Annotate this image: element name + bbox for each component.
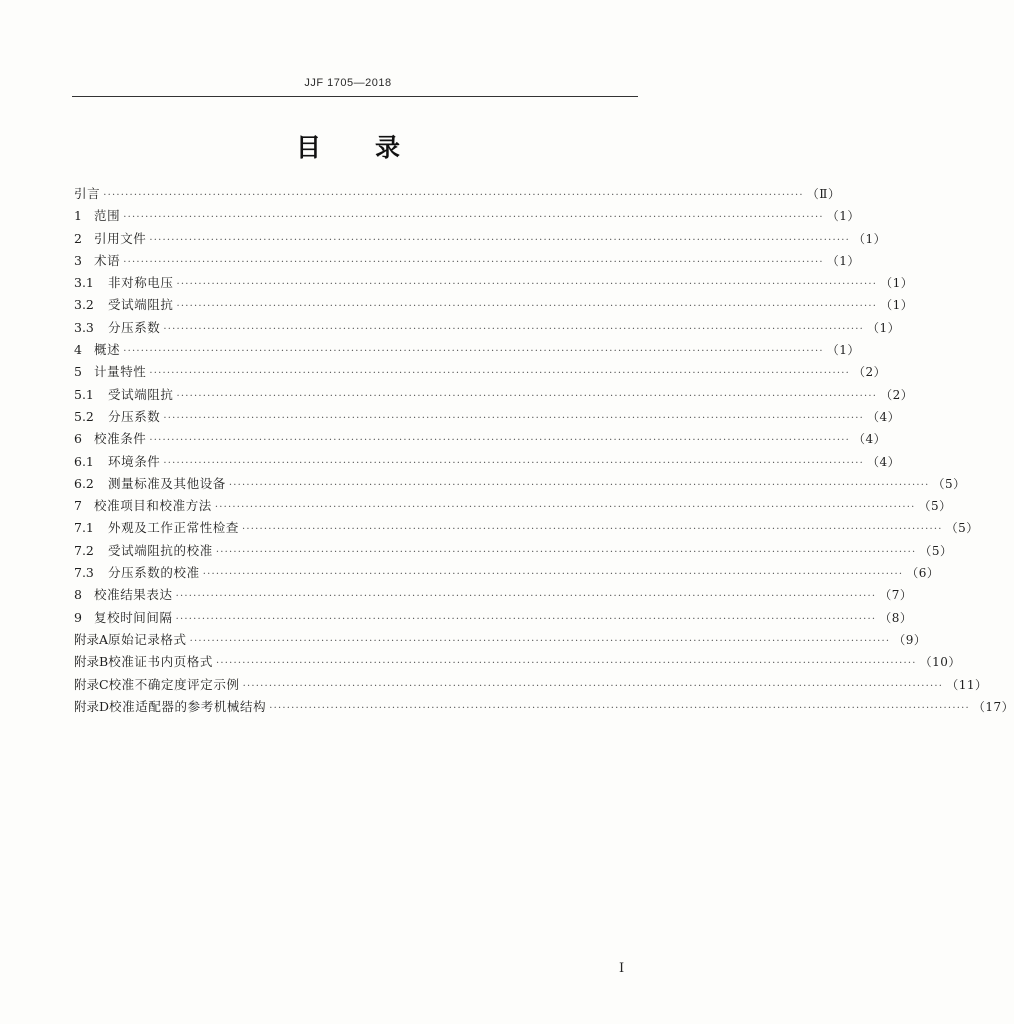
toc-entry-page: （1） xyxy=(826,253,860,268)
toc-leader-dots: ································································································································································ xyxy=(123,256,824,268)
toc-entry[interactable] xyxy=(74,428,887,450)
toc-entry-number: 附录B xyxy=(74,654,109,670)
toc-leader-dots: ································································································································································ xyxy=(163,412,864,424)
toc-entry[interactable] xyxy=(74,361,887,383)
toc-entry-number: 8 xyxy=(74,587,82,603)
toc-entry-number: 7.2 xyxy=(74,542,94,558)
toc-entry-page: （1） xyxy=(853,231,887,246)
toc-entry-page: （7） xyxy=(879,588,913,603)
toc-entry-page: （Ⅱ） xyxy=(806,187,841,201)
toc-entry[interactable] xyxy=(74,495,952,517)
toc-entry[interactable] xyxy=(74,294,914,316)
toc-leader-dots: ································································································································································ xyxy=(269,702,970,714)
header-rule xyxy=(72,96,638,97)
toc-entry-page: （2） xyxy=(853,365,887,380)
toc-entry-page: （1） xyxy=(826,343,860,358)
toc-entry-number: 4 xyxy=(74,342,82,358)
toc-entry-page: （1） xyxy=(867,320,901,335)
toc-entry-text: 概述 xyxy=(94,342,121,358)
toc-leader-dots: ································································································································································ xyxy=(228,479,930,491)
toc-entry-number: 3.1 xyxy=(74,275,94,291)
toc-entry-label xyxy=(74,696,266,718)
toc-entry[interactable] xyxy=(74,205,860,227)
toc-entry-label xyxy=(74,339,120,361)
toc-entry-page: （9） xyxy=(893,632,927,647)
toc-entry-number: 6 xyxy=(74,431,82,447)
toc-entry-number: 9 xyxy=(74,609,82,625)
toc-entry[interactable] xyxy=(74,183,841,205)
toc-entry-number: 附录D xyxy=(74,698,110,714)
toc-entry[interactable] xyxy=(74,473,966,495)
toc-entry[interactable] xyxy=(74,562,940,584)
toc-entry-text: 校准不确定度评定示例 xyxy=(108,676,240,692)
toc-leader-dots: ································································································································································ xyxy=(176,390,878,402)
toc-entry-label xyxy=(74,629,187,651)
toc-entry[interactable] xyxy=(74,584,913,606)
toc-entry[interactable] xyxy=(74,517,979,539)
toc-title: 目录 xyxy=(295,133,454,162)
toc-entry-text: 校准适配器的参考机械结构 xyxy=(109,698,267,714)
toc-leader-dots: ································································································································································ xyxy=(215,546,917,558)
toc-entry-page: （4） xyxy=(867,454,901,469)
toc-entry-number: 附录A xyxy=(74,631,109,647)
toc-entry-label xyxy=(74,250,120,272)
toc-entry-page: （17） xyxy=(972,699,1014,714)
toc-leader-dots: ································································································································································ xyxy=(242,680,944,692)
toc-leader-dots: ································································································································································ xyxy=(163,457,864,469)
toc-entry-page: （1） xyxy=(826,209,860,224)
toc-entry-text: 复校时间间隔 xyxy=(94,609,173,625)
toc-entry-number: 1 xyxy=(74,208,82,224)
toc-entry-number: 3.2 xyxy=(74,297,94,313)
toc-leader-dots: ································································································································································ xyxy=(163,323,864,335)
toc-leader-dots: ································································································································································ xyxy=(214,502,916,514)
toc-entry-text: 外观及工作正常性检查 xyxy=(108,520,240,536)
toc-entry-label xyxy=(74,384,174,406)
toc-entry-label xyxy=(74,317,160,339)
toc-entry-text: 引用文件 xyxy=(94,230,147,246)
toc-entry-page: （4） xyxy=(853,432,887,447)
toc-entry-label xyxy=(74,473,226,495)
toc-leader-dots: ································································································································································ xyxy=(149,234,850,246)
toc-entry-text: 术语 xyxy=(94,252,121,268)
toc-leader-dots: ································································································································································ xyxy=(242,524,943,536)
toc-leader-dots: ································································································································································ xyxy=(123,212,824,224)
toc-entry-text: 引言 xyxy=(74,186,101,201)
toc-entry[interactable] xyxy=(74,384,914,406)
toc-entry-page: （10） xyxy=(919,655,961,670)
toc-leader-dots: ································································································································································ xyxy=(176,279,878,291)
toc-entry-text: 校准条件 xyxy=(94,431,147,447)
toc-entry-page: （5） xyxy=(932,476,966,491)
toc-entry-text: 环境条件 xyxy=(108,453,161,469)
toc-entry-page: （8） xyxy=(879,610,913,625)
toc-entry-label xyxy=(74,540,213,562)
toc-leader-dots: ································································································································································ xyxy=(216,658,917,670)
toc-leader-dots: ································································································································································ xyxy=(175,591,877,603)
toc-entry-number: 3 xyxy=(74,252,82,268)
toc-entry-page: （6） xyxy=(906,566,940,581)
toc-entry[interactable] xyxy=(74,451,901,473)
toc-entry-number: 5.2 xyxy=(74,408,94,424)
toc-entry-label xyxy=(74,451,160,473)
toc-entry-text: 计量特性 xyxy=(94,364,147,380)
toc-entry-text: 非对称电压 xyxy=(108,275,174,291)
toc-entry[interactable] xyxy=(74,317,901,339)
toc-entry-text: 校准证书内页格式 xyxy=(108,654,213,670)
toc-entry-number: 5.1 xyxy=(74,386,94,402)
toc-entry-text: 受试端阻抗 xyxy=(108,386,174,402)
toc-entry-text: 分压系数的校准 xyxy=(108,565,200,581)
toc-entry[interactable] xyxy=(74,696,1014,718)
toc-leader-dots: ································································································································································ xyxy=(189,635,891,647)
toc-entry[interactable] xyxy=(74,651,961,673)
toc-entry-label xyxy=(74,272,174,294)
toc-entry[interactable] xyxy=(74,406,901,428)
toc-entry-number: 5 xyxy=(74,364,82,380)
toc-entry-page: （2） xyxy=(880,387,914,402)
toc-entry-label xyxy=(74,584,173,606)
toc-entry-label xyxy=(74,495,212,517)
toc-entry-number: 6.2 xyxy=(74,475,94,491)
toc-entry-number: 附录C xyxy=(74,676,109,692)
toc-entry-page: （5） xyxy=(918,499,952,514)
toc-entry-page: （4） xyxy=(867,409,901,424)
toc-entry-text: 受试端阻抗的校准 xyxy=(108,542,213,558)
toc-leader-dots: ································································································································································ xyxy=(176,301,878,313)
toc-entry-label xyxy=(74,651,213,673)
toc-entry-page: （5） xyxy=(945,521,979,536)
toc-entry-text: 受试端阻抗 xyxy=(108,297,174,313)
table-of-contents xyxy=(74,183,1014,718)
toc-leader-dots: ································································································································································ xyxy=(149,435,850,447)
toc-leader-dots: ································································································································································ xyxy=(175,613,877,625)
toc-entry-label xyxy=(74,205,120,227)
toc-leader-dots: ································································································································································ xyxy=(202,569,904,581)
toc-entry-text: 原始记录格式 xyxy=(108,631,187,647)
toc-entry-label xyxy=(74,607,173,629)
toc-entry[interactable] xyxy=(74,629,927,651)
standard-code: JJF 1705—2018 xyxy=(304,77,392,89)
toc-leader-dots: ································································································································································ xyxy=(103,190,804,201)
toc-entry-number: 2 xyxy=(74,230,82,246)
toc-entry-label xyxy=(74,228,146,250)
toc-entry-number: 7 xyxy=(74,498,82,514)
toc-entry-text: 校准结果表达 xyxy=(94,587,173,603)
toc-entry-number: 7.1 xyxy=(74,520,94,536)
toc-entry-text: 分压系数 xyxy=(108,319,161,335)
toc-entry[interactable] xyxy=(74,540,953,562)
toc-entry[interactable] xyxy=(74,272,914,294)
toc-entry-number: 3.3 xyxy=(74,319,94,335)
toc-entry[interactable] xyxy=(74,228,887,250)
page-number: I xyxy=(619,961,625,976)
toc-leader-dots: ································································································································································ xyxy=(123,346,824,358)
toc-entry-label xyxy=(74,406,160,428)
toc-entry-number: 6.1 xyxy=(74,453,94,469)
toc-entry-label xyxy=(74,183,100,205)
toc-entry-page: （11） xyxy=(946,677,988,692)
toc-entry[interactable] xyxy=(74,339,860,361)
toc-entry-label xyxy=(74,428,146,450)
toc-entry-text: 测量标准及其他设备 xyxy=(108,475,226,491)
toc-entry-label xyxy=(74,562,200,584)
toc-entry-text: 校准项目和校准方法 xyxy=(94,498,212,514)
toc-entry[interactable] xyxy=(74,607,913,629)
toc-entry-label xyxy=(74,517,239,539)
toc-entry[interactable] xyxy=(74,674,988,696)
toc-entry-text: 分压系数 xyxy=(108,408,161,424)
toc-entry-page: （5） xyxy=(919,543,953,558)
toc-entry-number: 7.3 xyxy=(74,565,94,581)
toc-entry-label xyxy=(74,294,174,316)
toc-leader-dots: ································································································································································ xyxy=(149,368,850,380)
toc-entry-label xyxy=(74,361,146,383)
toc-entry-label xyxy=(74,674,240,696)
toc-entry[interactable] xyxy=(74,250,860,272)
toc-entry-text: 范围 xyxy=(94,208,121,224)
toc-entry-page: （1） xyxy=(880,276,914,291)
toc-entry-page: （1） xyxy=(880,298,914,313)
